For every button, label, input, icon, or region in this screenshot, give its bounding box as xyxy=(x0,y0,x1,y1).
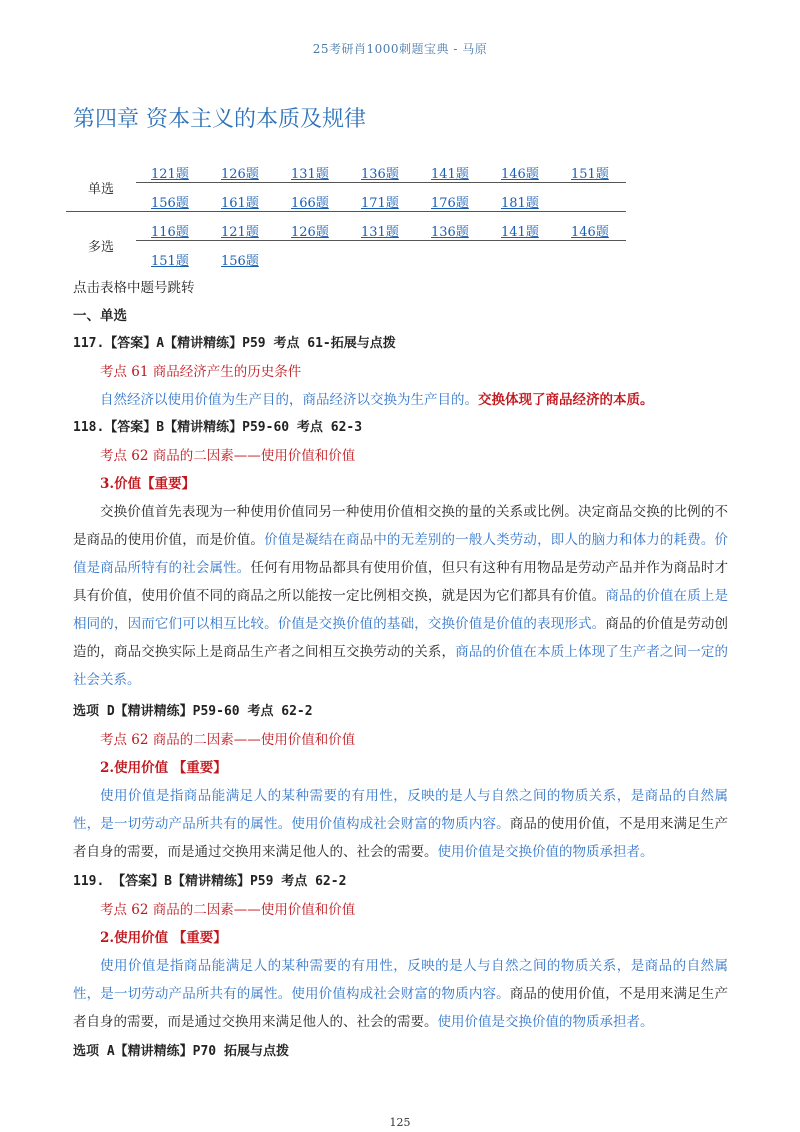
nav-link[interactable]: 146题 xyxy=(501,167,539,182)
single-label: 单选 xyxy=(87,181,114,197)
q117-answer: 117.【答案】A【精讲精练】P59 考点 61-拓展与点拨 xyxy=(73,336,396,351)
q118-answer: 118.【答案】B【精讲精练】P59-60 考点 62-3 xyxy=(73,420,363,435)
nav-link[interactable]: 126题 xyxy=(291,225,329,240)
q119-subtopic: 2.使用价值 【重要】 xyxy=(100,930,227,946)
section-title: 一、单选 xyxy=(73,308,127,324)
page-header: 25考研肖1000刺题宝典 - 马原 xyxy=(312,42,488,56)
nav-link[interactable]: 151题 xyxy=(571,167,609,182)
q119-option-line: 选项 A【精讲精练】P70 拓展与点拨 xyxy=(73,1044,289,1059)
table-rule xyxy=(66,211,626,212)
nav-link[interactable]: 156题 xyxy=(151,196,189,211)
nav-link[interactable]: 161题 xyxy=(221,196,259,211)
q118-topic2: 考点 62 商品的二因素——使用价值和价值 xyxy=(100,732,356,748)
nav-link[interactable]: 141题 xyxy=(501,225,539,240)
nav-link[interactable]: 126题 xyxy=(221,167,259,182)
nav-link[interactable]: 171题 xyxy=(361,196,399,211)
nav-link[interactable]: 121题 xyxy=(151,167,189,182)
multi-row-2 xyxy=(66,245,626,274)
q117-topic: 考点 61 商品经济产生的历史条件 xyxy=(100,364,302,380)
question-nav-table xyxy=(66,158,626,274)
nav-link[interactable]: 121题 xyxy=(221,225,259,240)
nav-link[interactable]: 131题 xyxy=(361,225,399,240)
nav-link[interactable]: 136题 xyxy=(431,225,469,240)
nav-link[interactable]: 176题 xyxy=(431,196,469,211)
q118-subtopic2: 2.使用价值 【重要】 xyxy=(100,760,227,776)
q118-subtopic: 3.价值【重要】 xyxy=(100,476,196,492)
nav-link[interactable]: 156题 xyxy=(221,254,259,269)
multi-label: 多选 xyxy=(87,239,114,255)
nav-link[interactable]: 181题 xyxy=(501,196,539,211)
q119-topic: 考点 62 商品的二因素——使用价值和价值 xyxy=(100,902,356,918)
nav-link[interactable]: 131题 xyxy=(291,167,329,182)
q117-text: 自然经济以使用价值为生产目的，商品经济以交换为生产目的。交换体现了商品经济的本质。 xyxy=(100,392,654,408)
nav-link[interactable]: 166题 xyxy=(291,196,329,211)
q119-answer: 119. 【答案】B【精讲精练】P59 考点 62-2 xyxy=(73,874,347,889)
page-number: 125 xyxy=(389,1116,411,1129)
nav-link[interactable]: 136题 xyxy=(361,167,399,182)
q118-value-paragraph: 交换价值首先表现为一种使用价值同另一种使用价值相交换的量的关系或比例。决定商品交换的比例的不是商品的使用价值，而是价值。价值是凝结在商品中的无差别的一般人类劳动，即人的脑力和体力的耗费。价值是商品所特有的社会属性。任何有用物品都具有使用价值，但只有这种有用物品是劳动产品并作为商品时才具有价值，使用价值不同的商品之所以能按一定比例相交换，就是因为它们都具有价值。商品的价值在质上是相同的，因而它们可以相互比较。价值是交换价值的基础，交换价值是价值的表现形式。商品的价值是劳动创造的，商品交换实际上是商品生产者之间相互交换劳动的关系，商品的价值在本质上体现了生产者之间一定的社会关系。 xyxy=(73,504,729,688)
jump-hint: 点击表格中题号跳转 xyxy=(73,280,195,296)
q118-topic: 考点 62 商品的二因素——使用价值和价值 xyxy=(100,448,356,464)
table-rule xyxy=(136,240,626,241)
table-rule xyxy=(136,182,626,183)
nav-link[interactable]: 151题 xyxy=(151,254,189,269)
nav-link[interactable]: 116题 xyxy=(151,225,189,240)
chapter-title: 第四章 资本主义的本质及规律 xyxy=(73,107,366,132)
nav-link[interactable]: 141题 xyxy=(431,167,469,182)
q119-use-value-paragraph: 使用价值是指商品能满足人的某种需要的有用性，反映的是人与自然之间的物质关系，是商品的自然属性，是一切劳动产品所共有的属性。使用价值构成社会财富的物质内容。商品的使用价值，不是用来满足生产者自身的需要，而是通过交换用来满足他人的、社会的需要。使用价值是交换价值的物质承担者。 xyxy=(73,958,728,1030)
q118-option-line: 选项 D【精讲精练】P59-60 考点 62-2 xyxy=(73,704,313,719)
q118-use-value-paragraph: 使用价值是指商品能满足人的某种需要的有用性，反映的是人与自然之间的物质关系，是商品的自然属性，是一切劳动产品所共有的属性。使用价值构成社会财富的物质内容。商品的使用价值，不是用来满足生产者自身的需要，而是通过交换用来满足他人的、社会的需要。使用价值是交换价值的物质承担者。 xyxy=(73,788,728,860)
nav-link[interactable]: 146题 xyxy=(571,225,609,240)
